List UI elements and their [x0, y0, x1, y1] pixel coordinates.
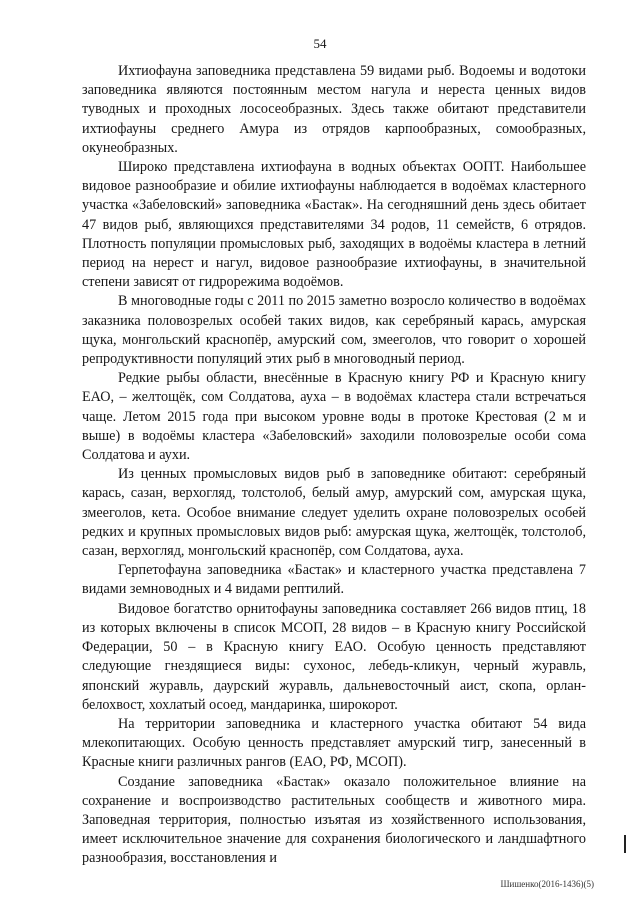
paragraph-avifauna: Видовое богатство орнитофауны заповедника составляет 266 видов птиц, 18 из которых включены в список МСОП, 28 видов – в Красную книгу Российской Федерации, 50 – в Красную книгу ЕАО. Особую ценность представляют следующие гнездящиеся виды: сухонос, лебедь-кликун, черный журавль, японский журавль, даурский журавль, дальневосточный аист, скопа, орлан-белохвост, хохлатый осоед, мандаринка, широкорот. — [82, 600, 586, 713]
body-text — [82, 62, 586, 869]
margin-mark — [624, 835, 626, 853]
page-number: 54 — [313, 36, 327, 51]
paragraph-mammals: На территории заповедника и кластерного участка обитают 54 вида млекопитающих. Особую ценность представляет амурский тигр, занесенный в Красные книги различных рангов (ЕАО, РФ, МСОП). — [82, 715, 586, 771]
paragraph-rare-fish: Редкие рыбы области, внесённые в Красную книгу РФ и Красную книгу ЕАО, – желтощёк, сом Солдатова, ауха – в водоёмах кластера стали встречаться чаще. Летом 2015 года при высоком уровне воды в протоке Крестовая (2 м и выше) в водоёмы кластера «Забеловский» заходили половозрелые особи сома Солдатова и аухи. — [82, 370, 586, 464]
paragraph-commercial-fish: Из ценных промысловых видов рыб в заповеднике обитают: серебряный карась, сазан, верхогляд, толстолоб, белый амур, амурский сом, амурская щука, змееголов, кета. Особое внимание следует уделить охране половозрелых особей редких и крупных промысловых видов рыб: амурская щука, желтощёк, толстолоб, сазан, верхогляд, монгольский краснопёр, сом Солдатова, ауха. — [82, 466, 586, 560]
footer-code: Шишенко(2016-1436)(5) — [500, 879, 594, 889]
paragraph-protected-area-fish: Широко представлена ихтиофауна в водных объектах ООПТ. Наибольшее видовое разнообразие и обилие ихтиофауны наблюдается в водоёмах кластерного участка «Забеловский» заповедника «Бастак». На сегодняшний день здесь обитает 47 видов рыб, являющихся представителями 34 родов, 11 семейств, 6 отрядов. Плотность популяции промысловых рыб, заходящих в водоёмы кластера в летний период на нерест и нагул, видовое разнообразие ихтиофауны, в значительной степени зависят от гидрорежима водоёмов. — [82, 159, 586, 291]
paragraph-reserve-impact: Создание заповедника «Бастак» оказало положительное влияние на сохранение и воспроизводство растительных сообществ и животного мира. Заповедная территория, полностью изъятая из хозяйственного использования, имеет исключительное значение для сохранения биологического и ландшафтного разнообразия, восстановления и — [82, 773, 586, 867]
paragraph-high-water-years: В многоводные годы с 2011 по 2015 заметно возросло количество в водоёмах заказника половозрелых особей таких видов, как серебряный карась, амурская щука, монгольский краснопёр, амурский сом, змееголов, что говорит о хорошей репродуктивности популяций этих рыб в многоводный период. — [82, 293, 586, 368]
paragraph-ichthyofauna: Ихтиофауна заповедника представлена 59 видами рыб. Водоемы и водотоки заповедника являются постоянным местом нагула и нереста ценных видов туводных и проходных лососеобразных. Здесь также обитают представители ихтиофауны среднего Амура из отрядов карпообразных, сомообразных, окунеобразных. — [82, 63, 586, 156]
paragraph-herpetofauna: Герпетофауна заповедника «Бастак» и кластерного участка представлена 7 видами земноводных и 4 видами рептилий. — [82, 562, 586, 598]
